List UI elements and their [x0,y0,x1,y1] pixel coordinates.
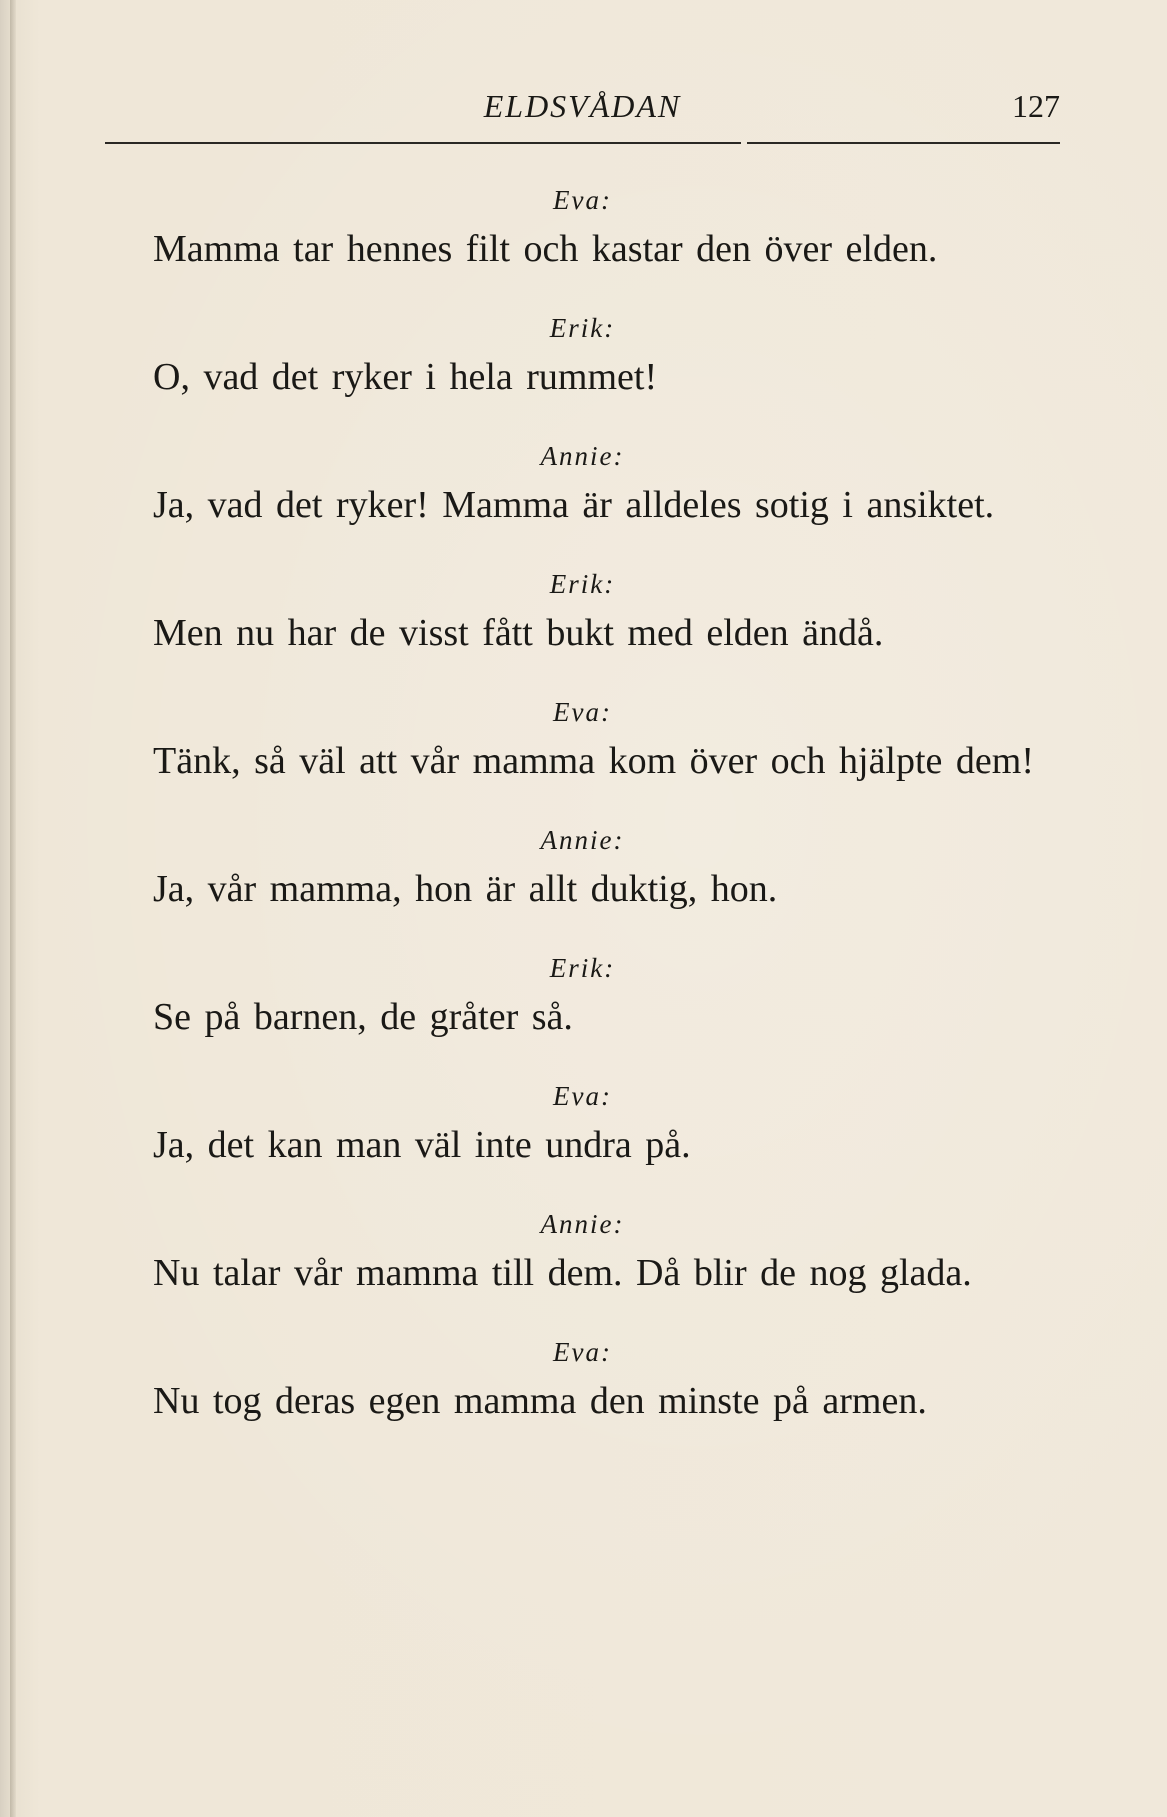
dialogue-block [105,820,1060,918]
dialogue-block [105,308,1060,406]
dialogue-block [105,1076,1060,1174]
speaker-name: Annie: [540,1209,625,1239]
speaker-name: Erik: [549,953,616,983]
speaker-name: Erik: [549,313,616,343]
dialogue-text [105,180,1060,1430]
header-rule-right [747,142,1060,144]
dialogue-line: O, vad det ryker i hela rummet! [153,356,658,398]
dialogue-line: Men nu har de visst fått bukt med elden ändå. [153,612,884,654]
dialogue-line: Ja, det kan man väl inte undra på. [153,1124,691,1166]
dialogue-block [105,948,1060,1046]
dialogue-block [105,436,1060,534]
dialogue-line: Ja, vad det ryker! Mamma är alldeles sotig i ansiktet. [153,484,995,526]
speaker-name: Annie: [540,441,625,471]
speaker-name: Eva: [553,697,612,727]
speaker-name: Annie: [540,825,625,855]
dialogue-block [105,1204,1060,1302]
dialogue-line: Se på barnen, de gråter så. [153,996,573,1038]
dialogue-line: Ja, vår mamma, hon är allt duktig, hon. [153,868,778,910]
dialogue-line: Nu talar vår mamma till dem. Då blir de nog glada. [153,1252,972,1294]
dialogue-block [105,1332,1060,1430]
speaker-name: Eva: [553,1081,612,1111]
page-number: 127 [1012,88,1060,124]
speaker-name: Eva: [553,1337,612,1367]
header-rule-left [105,142,741,144]
speaker-name: Eva: [553,185,612,215]
speaker-name: Erik: [549,569,616,599]
dialogue-block [105,692,1060,790]
dialogue-line: Tänk, så väl att vår mamma kom över och hjälpte dem! [153,740,1034,782]
dialogue-block [105,564,1060,662]
running-title: ELDSVÅDAN [483,88,682,124]
dialogue-line: Nu tog deras egen mamma den minste på armen. [153,1380,927,1422]
page-spine-shadow [10,0,16,1817]
dialogue-line: Mamma tar hennes filt och kastar den över elden. [153,228,938,270]
dialogue-block [105,180,1060,278]
page-header [105,88,1060,140]
